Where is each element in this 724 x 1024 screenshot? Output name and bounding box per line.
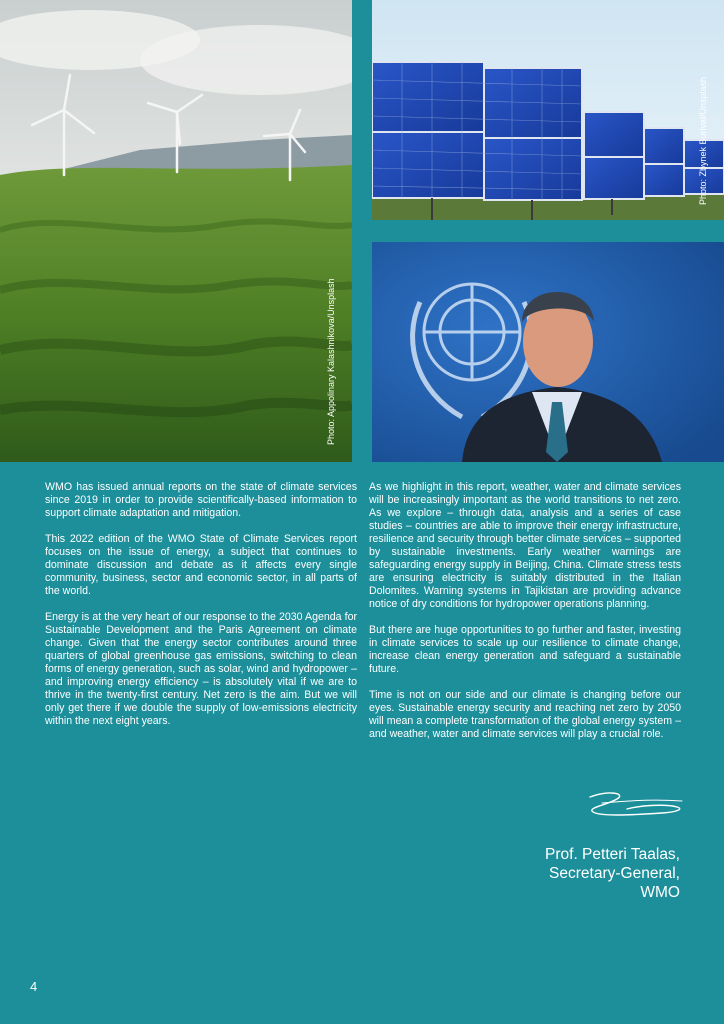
wind-turbines-hills-photo	[0, 0, 352, 462]
solar-panels-photo	[372, 0, 724, 220]
signatory-organization: WMO	[640, 884, 680, 901]
right-text-column	[369, 481, 681, 754]
left-paragraph-3: Energy is at the very heart of our response to the 2030 Agenda for Sustainable Development and the Paris Agreement on climate change. Given that the energy sector contributes around three quarters of global greenhouse gas emissions, switching to clean forms of energy generation, such as solar, wind and hydropower – and improving energy efficiency – is absolutely vital if we are to thrive in the twenty-first century. Net zero is the aim. But we will only get there if we double the supply of low-emissions electricity within the next eight years.	[45, 611, 357, 727]
page-number: 4	[30, 979, 38, 994]
right-paragraph-2: But there are huge opportunities to go further and faster, investing in climate services to scale up our resilience to climate change, increase clean energy generation and safeguard a sustainable future.	[369, 624, 681, 675]
signature-block	[545, 845, 680, 902]
right-paragraph-1: As we highlight in this report, weather, water and climate services will be increasingly important as the world transitions to net zero. As we explore – through data, analysis and a series of case studies – countries are able to improve their energy infrastructure, resilience and security through better climate services – supported by sustainable investments. Early weather warnings are safeguarding energy supply in Beijing, China. Climate stress tests are ensuring electricity is suitably distributed in the Italian Dolomites. Warning systems in Tajikistan are providing advance notice of dry conditions for hydropower operations planning.	[369, 481, 681, 610]
signatory-title: Secretary-General,	[549, 865, 680, 882]
secretary-general-portrait-photo	[372, 242, 724, 462]
signatory-name: Prof. Petteri Taalas,	[545, 846, 680, 863]
photo-credit-landscape: Photo: Appolinary Kalashnikova/Unsplash	[326, 278, 336, 445]
right-paragraph-3: Time is not on our side and our climate is changing before our eyes. Sustainable energy security and reaching net zero by 2050 will mean a complete transformation of the global energy system – and weather, water and climate services will play a crucial role.	[369, 689, 681, 740]
photo-credit-solar: Photo: Zbynek Burival/Unsplash	[698, 76, 708, 205]
left-text-column	[45, 481, 357, 741]
left-paragraph-2: This 2022 edition of the WMO State of Climate Services report focuses on the issue of energy, a subject that continues to dominate discussion and debate as it affects every single community, business, sector and economic sector, in all parts of the world.	[45, 533, 357, 597]
left-paragraph-1: WMO has issued annual reports on the state of climate services since 2019 in order to provide scientifically-based information to support climate adaptation and mitigation.	[45, 481, 357, 519]
handwritten-signature	[582, 785, 692, 830]
